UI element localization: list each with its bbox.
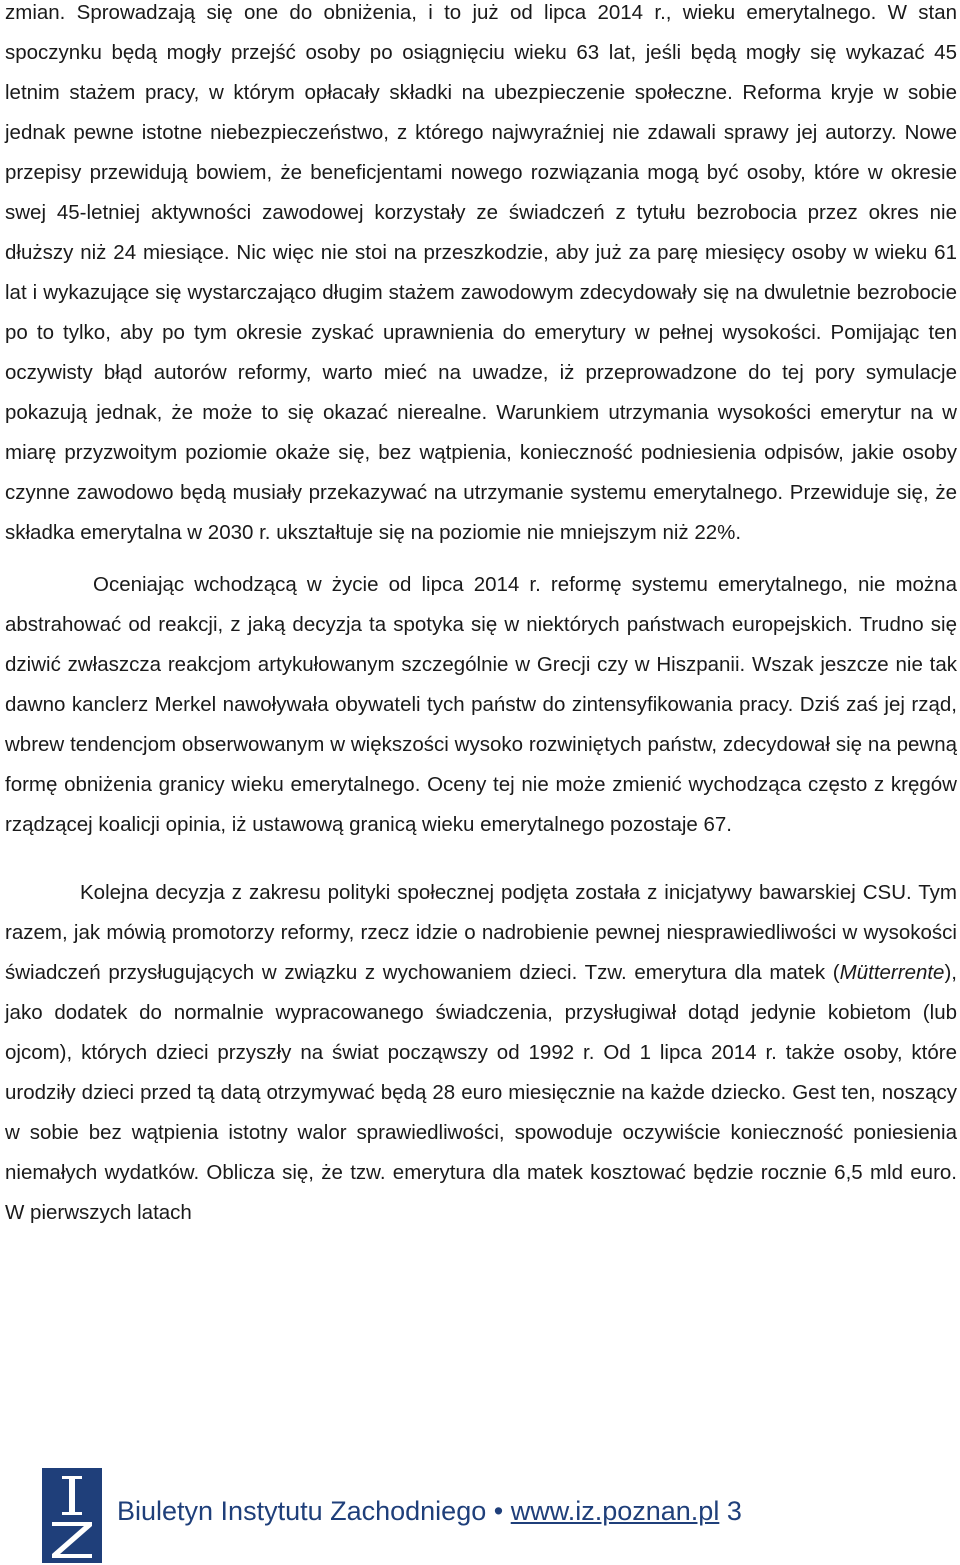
paragraph-3-italic-term: Mütterrente (839, 961, 945, 984)
page-footer (42, 1468, 942, 1563)
paragraph-3 (5, 873, 957, 1233)
paragraph-2: Oceniając wchodzącą w życie od lipca 2014 r. reformę systemu emerytalnego, nie można abstrahować od reakcji, z jaką decyzja ta spotyka się w niektórych państwach europejskich. Trudno się dziwić zwłaszcza reakcjom artykułowanym szczególnie w Grecji czy w Hiszpanii. Wszak jeszcze nie tak dawno kanclerz Merkel nawoływała obywateli tych państw do zintensyfikowania pracy. Dziś zaś jej rząd, wbrew tendencjom obserwowanym w większości wysoko rozwiniętych państw, zdecydował się na pewną formę obniżenia granicy wieku emerytalnego. Oceny tej nie może zmienić wychodząca często z kręgów rządzącej koalicji opinia, iż ustawową granicą wieku emerytalnego pozostaje 67. (5, 573, 957, 836)
footer-text (117, 1496, 742, 1527)
website-link[interactable]: www.iz.poznan.pl (510, 1496, 720, 1526)
paragraph-3-part-1: Kolejna decyzja z zakresu polityki społecznej podjęta została z inicjatywy bawarskiej CSU. Tym razem, jak mówią promotorzy reformy, rzecz idzie o nadrobienie pewnej niesprawiedliwości w wysokości świadczeń przysługujących w związku z wychowaniem dzieci. Tzw. emerytura dla matek ( (5, 881, 957, 984)
paragraph-3-part-2: ), jako dodatek do normalnie wypracowanego świadczenia, przysługiwał dotąd jedynie kobietom (lub ojcom), których dzieci przyszły na świat począwszy od 1992 r. Od 1 lipca 2014 r. także osoby, które urodziły dzieci przed tą datą otrzymywać będą 28 euro miesięcznie na każde dziecko. Gest ten, noszący w sobie bez wątpienia istotny walor sprawiedliwości, spowoduje oczywiście konieczność poniesienia niemałych wydatków. Oblicza się, że tzw. emerytura dla matek kosztować będzie rocznie 6,5 mld euro. W pierwszych latach (5, 961, 957, 1224)
document-page (5, 0, 957, 1233)
page-number: 3 (726, 1496, 742, 1526)
paragraph-1: zmian. Sprowadzają się one do obniżenia, i to już od lipca 2014 r., wieku emerytalnego. W stan spoczynku będą mogły przejść osoby po osiągnięciu wieku 63 lat, jeśli będą mogły się wykazać 45 letnim stażem pracy, w którym opłacały składki na ubezpieczenie społeczne. Reforma kryje w sobie jednak pewne istotne niebezpieczeństwo, z którego najwyraźniej nie zdawali sprawy jej autorzy. Nowe przepisy przewidują bowiem, że beneficjentami nowego rozwiązania mogą być osoby, które w okresie swej 45-letniej aktywności zawodowej korzystały ze świadczeń z tytułu bezrobocia przez okres nie dłuższy niż 24 miesiące. Nic więc nie stoi na przeszkodzie, aby już za parę miesięcy osoby w wieku 61 lat i wykazujące się wystarczająco długim stażem zawodowym zdecydowały się na dwuletnie bezrobocie po to tylko, aby po tym okresie zyskać uprawnienia do emerytury w pełnej wysokości. Pomijając ten oczywisty błąd autorów reformy, warto mieć na uwadze, iż przeprowadzone do tej pory symulacje pokazują jednak, że może to się okazać nierealne. Warunkiem utrzymania wysokości emerytur na w miarę przyzwoitym poziomie okaże się, bez wątpienia, konieczność podniesienia odpisów, jakie osoby czynne zawodowo będą musiały przekazywać na utrzymanie systemu emerytalnego. Przewiduje się, że składka emerytalna w 2030 r. ukształtuje się na poziomie nie mniejszym niż 22%. (5, 1, 957, 544)
journal-name: Biuletyn Instytutu Zachodniego (117, 1496, 487, 1526)
bullet-separator: • (493, 1496, 504, 1526)
iz-logo-icon (42, 1468, 102, 1563)
